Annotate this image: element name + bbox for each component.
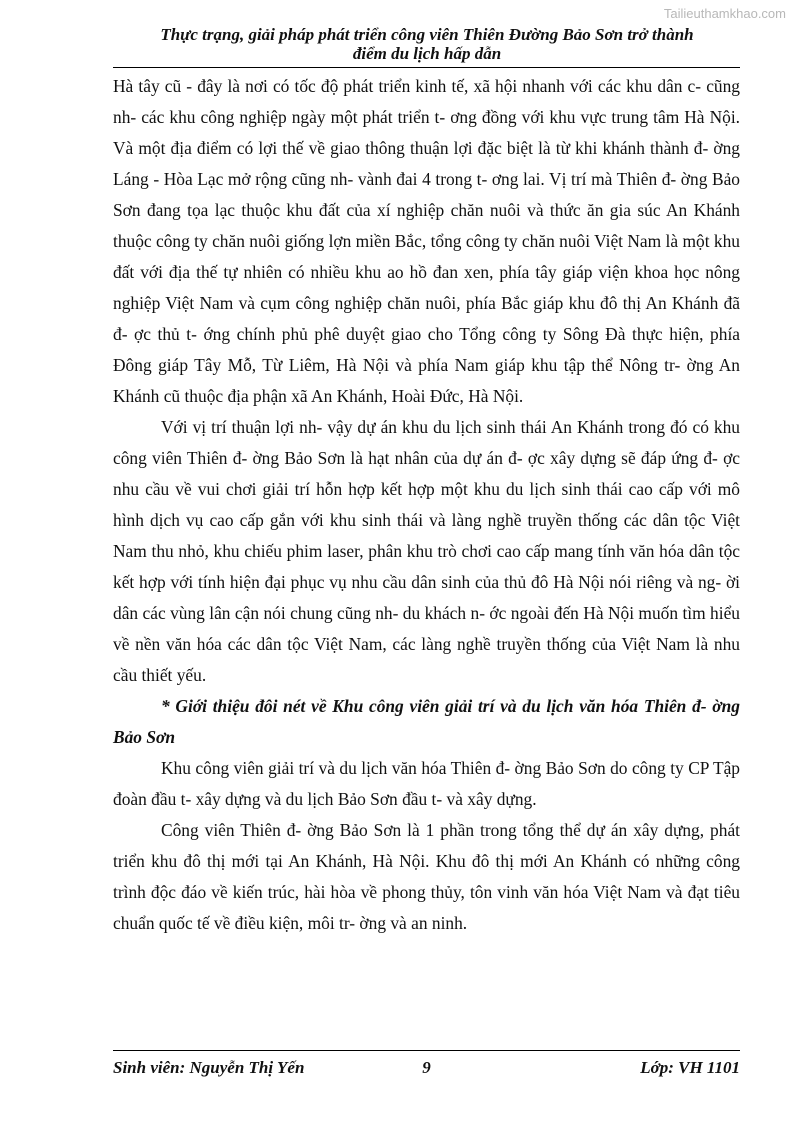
- paragraph-4: Công viên Thiên đ- ờng Bảo Sơn là 1 phần trong tổng thể dự án xây dựng, phát triển khu đô thị mới tại An Khánh, Hà Nội. Khu đô thị mới An Khánh có những công trình độc đáo về kiến trúc, hài hòa về phong thủy, tôn vinh văn hóa Việt Nam và đạt tiêu chuẩn quốc tế về điều kiện, môi tr- ờng và an ninh.: [113, 820, 740, 933]
- footer-page-number: 9: [422, 1058, 431, 1077]
- paragraph-1: Hà tây cũ - đây là nơi có tốc độ phát triển kinh tế, xã hội nhanh với các khu dân c- cũng nh- các khu công nghiệp ngày một phát triển t- ơng đồng với khu vực trung tâm Hà Nội. Và một địa điểm có lợi thế về giao thông thuận lợi đặc biệt là từ khi khánh thành đ- ờng Láng - Hòa Lạc mở rộng cũng nh- vành đai 4 trong t- ơng lai. Vị trí mà Thiên đ- ờng Bảo Sơn đang tọa lạc thuộc khu đất của xí nghiệp chăn nuôi và thức ăn gia súc An Khánh thuộc công ty chăn nuôi giống lợn miền Bắc, tổng công ty chăn nuôi Việt Nam là một khu đất với địa thế tự nhiên có nhiều khu ao hồ đan xen, phía tây giáp viện khoa học nông nghiệp Việt Nam và cụm công nghiệp chăn nuôi, phía Bắc giáp khu đô thị An Khánh đã đ- ợc thủ t- ớng chính phủ phê duyệt giao cho Tổng công ty Sông Đà thực hiện, phía Đông giáp Tây Mỗ, Từ Liêm, Hà Nội và phía Nam giáp khu tập thể Nông tr- ờng An Khánh cũ thuộc địa phận xã An Khánh, Hoài Đức, Hà Nội.: [113, 76, 740, 406]
- paragraph-2: Với vị trí thuận lợi nh- vậy dự án khu du lịch sinh thái An Khánh trong đó có khu công viên Thiên đ- ờng Bảo Sơn là hạt nhân của dự án đ- ợc xây dựng sẽ đáp ứng đ- ợc nhu cầu về vui chơi giải trí hỗn hợp kết hợp một khu du lịch sinh thái cao cấp với mô hình dịch vụ cao cấp gắn với khu sinh thái và làng nghề truyền thống các dân tộc Việt Nam thu nhỏ, khu chiếu phim laser, phân khu trò chơi cao cấp mang tính văn hóa dân tộc kết hợp với tính hiện đại phục vụ nhu cầu dân sinh của thủ đô Hà Nội nói riêng và ng- ời dân các vùng lân cận nói chung cũng nh- du khách n- ớc ngoài đến Hà Nội muốn tìm hiểu về nền văn hóa các dân tộc Việt Nam, các làng nghề truyền thống của Việt Nam là nhu cầu thiết yếu.: [113, 417, 740, 685]
- section-heading: * Giới thiệu đôi nét về Khu công viên giải trí và du lịch văn hóa Thiên đ- ờng Bảo Sơn: [113, 696, 740, 747]
- paragraph-3: Khu công viên giải trí và du lịch văn hóa Thiên đ- ờng Bảo Sơn do công ty CP Tập đoàn đầu t- xây dựng và du lịch Bảo Sơn đầu t- và xây dựng.: [113, 758, 740, 809]
- document-body: [113, 71, 740, 939]
- footer-student-name: Sinh viên: Nguyễn Thị Yến: [113, 1058, 305, 1077]
- page-footer: [113, 1058, 740, 1082]
- watermark: Tailieuthamkhao.com: [663, 6, 786, 21]
- header-title-line-2: điểm du lịch hấp dẫn: [352, 44, 502, 63]
- header-divider: [113, 67, 740, 68]
- footer-divider: [113, 1050, 740, 1051]
- footer-class: Lớp: VH 1101: [640, 1058, 740, 1077]
- page-header: [112, 25, 742, 63]
- header-title-line-1: Thực trạng, giải pháp phát triển công viên Thiên Đường Bảo Sơn trở thành: [160, 25, 694, 44]
